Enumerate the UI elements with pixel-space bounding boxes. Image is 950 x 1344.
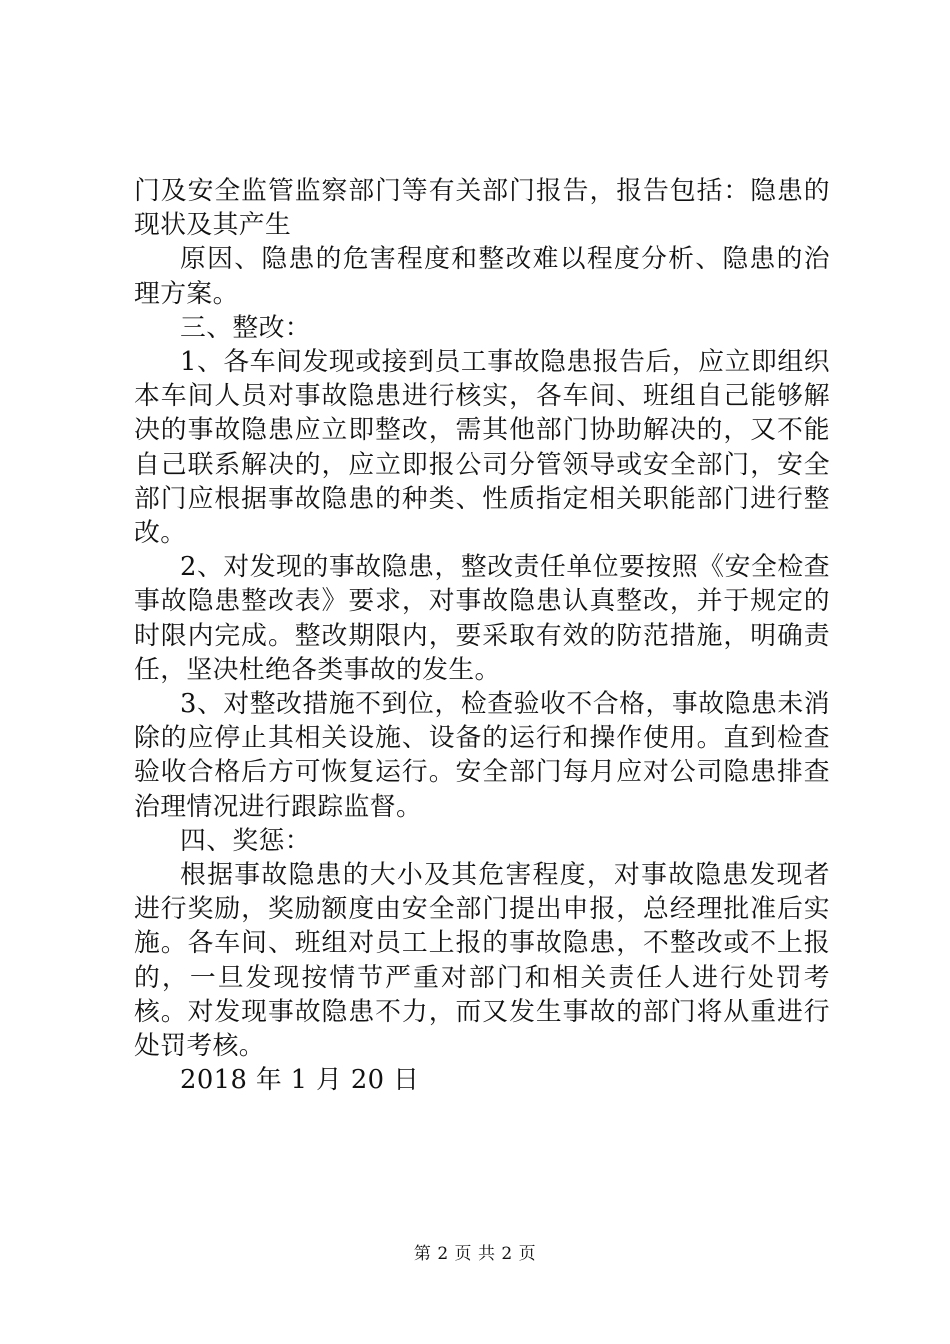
document-body xyxy=(134,174,830,1097)
page-footer: 第 2 页 共 2 页 xyxy=(413,1244,537,1264)
paragraph-rectification-1: 1、各车间发现或接到员工事故隐患报告后，应立即组织本车间人员对事故隐患进行核实，各车间、班组自己能够解决的事故隐患应立即整改，需其他部门协助解决的，又不能自己联系解决的，应立即报公司分管领导或安全部门，安全部门应根据事故隐患的种类、性质指定相关职能部门进行整改。 xyxy=(134,347,830,549)
paragraph-rectification-2: 2、对发现的事故隐患，整改责任单位要按照《安全检查事故隐患整改表》要求，对事故隐患认真整改，并于规定的时限内完成。整改期限内，要采取有效的防范措施，明确责任，坚决杜绝各类事故的发生。 xyxy=(134,552,830,685)
paragraph-rewards-penalties: 根据事故隐患的大小及其危害程度，对事故隐患发现者进行奖励，奖励额度由安全部门提出申报，总经理批准后实施。各车间、班组对员工上报的事故隐患，不整改或不上报的，一旦发现按情节严重对部门和相关责任人进行处罚考核。对发现事故隐患不力，而又发生事故的部门将从重进行处罚考核。 xyxy=(134,860,830,1062)
paragraph-report-causes: 原因、隐患的危害程度和整改难以程度分析、隐患的治理方案。 xyxy=(134,244,830,309)
section-heading-rectification: 三、整改： xyxy=(180,312,311,343)
section-heading-rewards-penalties: 四、奖惩： xyxy=(180,825,311,856)
paragraph-rectification-3: 3、对整改措施不到位，检查验收不合格，事故隐患未消除的应停止其相关设施、设备的运行和操作使用。直到检查验收合格后方可恢复运行。安全部门每月应对公司隐患排查治理情况进行跟踪监督。 xyxy=(134,689,830,822)
document-date: 2018 年 1 月 20 日 xyxy=(180,1065,420,1096)
paragraph-report-content: 门及安全监管监察部门等有关部门报告，报告包括：隐患的现状及其产生 xyxy=(134,176,830,241)
